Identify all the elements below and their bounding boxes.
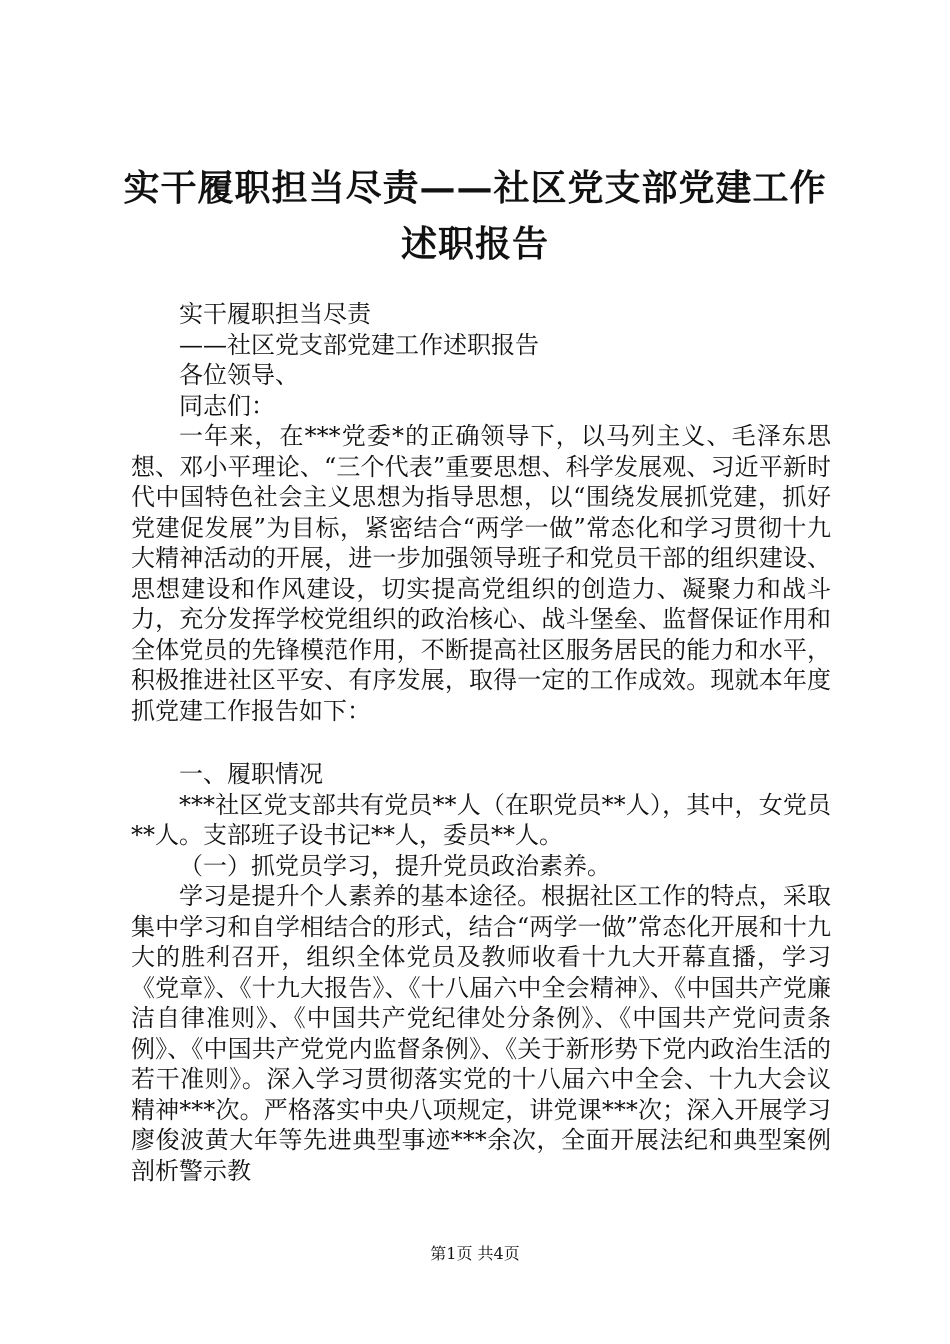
- subsection-heading: （一）抓党员学习，提升党员政治素养。: [179, 851, 611, 880]
- salutation-line-1: 各位领导、: [179, 361, 299, 389]
- page-footer: 第1页 共4页: [430, 1244, 520, 1263]
- intro-paragraph: 一年来，在***党委*的正确领导下，以马列主义、毛泽东思想、邓小平理论、“三个代表”重要思想、科学发展观、习近平新时代中国特色社会主义思想为指导思想，以“围绕发展抓党建，抓好党建促发展”为目标，紧密结合“两学一做”常态化和学习贯彻十九大精神活动的开展，进一步加强领导班子和党员干部的组织建设、思想建设和作风建设，切实提高党组织的创造力、凝聚力和战斗力，充分发挥学校党组织的政治核心、战斗堡垒、监督保证作用和全体党员的先锋模范作用，不断提高社区服务居民的能力和水平，积极推进社区平安、有序发展，取得一定的工作成效。现就本年度抓党建工作报告如下：: [131, 422, 831, 725]
- document-title: 实干履职担当尽责——社区党支部党建工作述职报告: [123, 167, 827, 265]
- salutation-line-2: 同志们：: [179, 391, 275, 420]
- study-paragraph: 学习是提升个人素养的基本途径。根据社区工作的特点，采取集中学习和自学相结合的形式，结合“两学一做”常态化开展和十九大的胜利召开，组织全体党员及教师收看十九大开幕直播，学习《党章》、《十九大报告》、《十八届六中全会精神》、《中国共产党廉洁自律准则》、《中国共产党纪律处分条例》、《中国共产党问责条例》、《中国共产党党内监督条例》、《关于新形势下党内政治生活的若干准则》。深入学习贯彻落实党的十八届六中全会、十九大会议精神***次。严格落实中央八项规定，讲党课***次；深入开展学习廖俊波黄大年等先进典型事迹***余次，全面开展法纪和典型案例剖析警示教: [131, 882, 831, 1185]
- membership-paragraph: ***社区党支部共有党员**人（在职党员**人），其中，女党员**人。支部班子设书记**人，委员**人。: [131, 790, 831, 849]
- subtitle-line-1: 实干履职担当尽责: [179, 300, 371, 328]
- document-body: [131, 299, 831, 1186]
- section-heading: 一、履职情况: [179, 760, 323, 788]
- paragraph-spacer: [131, 726, 831, 759]
- subtitle-line-2: ——社区党支部党建工作述职报告: [179, 330, 539, 359]
